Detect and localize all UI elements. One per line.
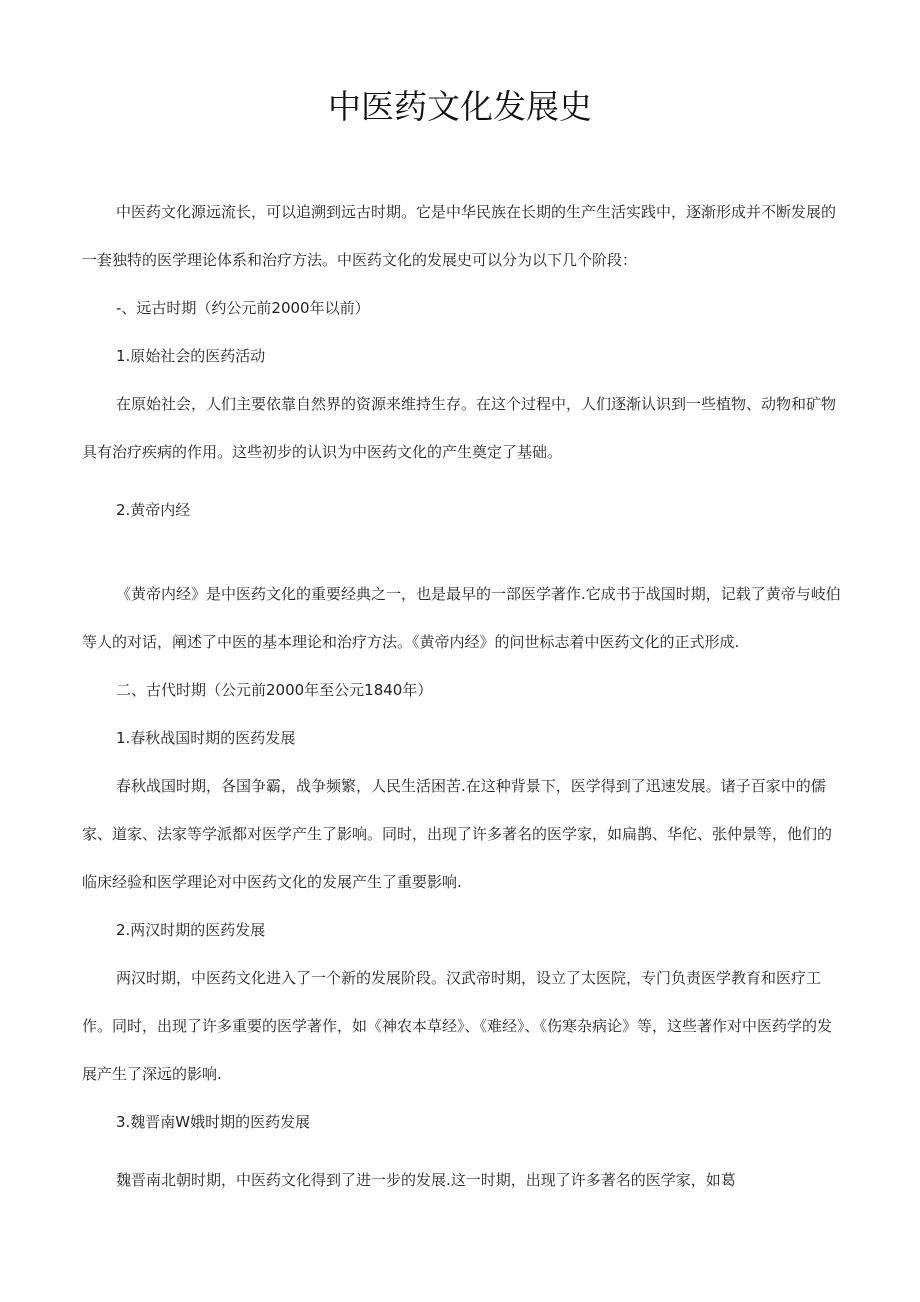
- paragraph-primitive-society: 在原始社会，人们主要依靠自然界的资源来维持生存。在这个过程中，人们逐渐认识到一些植物、动物和矿物具有治疗疾病的作用。这些初步的认识为中医药文化的产生奠定了基础。: [82, 395, 837, 461]
- section-heading-ancient: -、远古时期（约公元前2000年以前）: [116, 299, 370, 317]
- paragraph-wei-jin: 魏晋南北朝时期，中医药文化得到了进一步的发展.这一时期，出现了许多著名的医学家，如葛: [116, 1171, 736, 1189]
- subheading-huangdi-neijing: 2.黄帝内经: [116, 501, 191, 519]
- subheading-han-dynasty: 2.两汉时期的医药发展: [116, 921, 266, 939]
- intro-paragraph: 中医药文化源远流长，可以追溯到远古时期。它是中华民族在长期的生产生活实践中，逐渐形成并不断发展的一套独特的医学理论体系和治疗方法。中医药文化的发展史可以分为以下几个阶段：: [82, 203, 837, 269]
- paragraph-han-dynasty: 两汉时期，中医药文化进入了一个新的发展阶段。汉武帝时期，设立了太医院，专门负责医学教育和医疗工作。同时，出现了许多重要的医学著作，如《神农本草经》、《难经》、《伤寒杂病论》等，这些著作对中医药学的发展产生了深远的影响.: [82, 969, 833, 1083]
- subheading-spring-autumn: 1.春秋战国时期的医药发展: [116, 729, 296, 747]
- paragraph-spring-autumn: 春秋战国时期，各国争霸，战争频繁，人民生活困苦.在这种背景下，医学得到了迅速发展。诸子百家中的儒家、道家、法家等学派都对医学产生了影响。同时，出现了许多著名的医学家，如扁鹊、华佗、张仲景等，他们的临床经验和医学理论对中医药文化的发展产生了重要影响.: [82, 777, 833, 891]
- subheading-primitive-society: 1.原始社会的医药活动: [116, 347, 266, 365]
- section-heading-classical: 二、古代时期（公元前2000年至公元1840年）: [116, 681, 433, 699]
- paragraph-huangdi-neijing: 《黄帝内经》是中医药文化的重要经典之一，也是最早的一部医学著作.它成书于战国时期，记载了黄帝与岐伯等人的对话，阐述了中医的基本理论和治疗方法。《黄帝内经》的问世标志着中医药文化的正式形成.: [82, 585, 841, 651]
- document-title: 中医药文化发展史: [328, 87, 592, 126]
- subheading-wei-jin: 3.魏晋南W娥时期的医药发展: [116, 1113, 311, 1131]
